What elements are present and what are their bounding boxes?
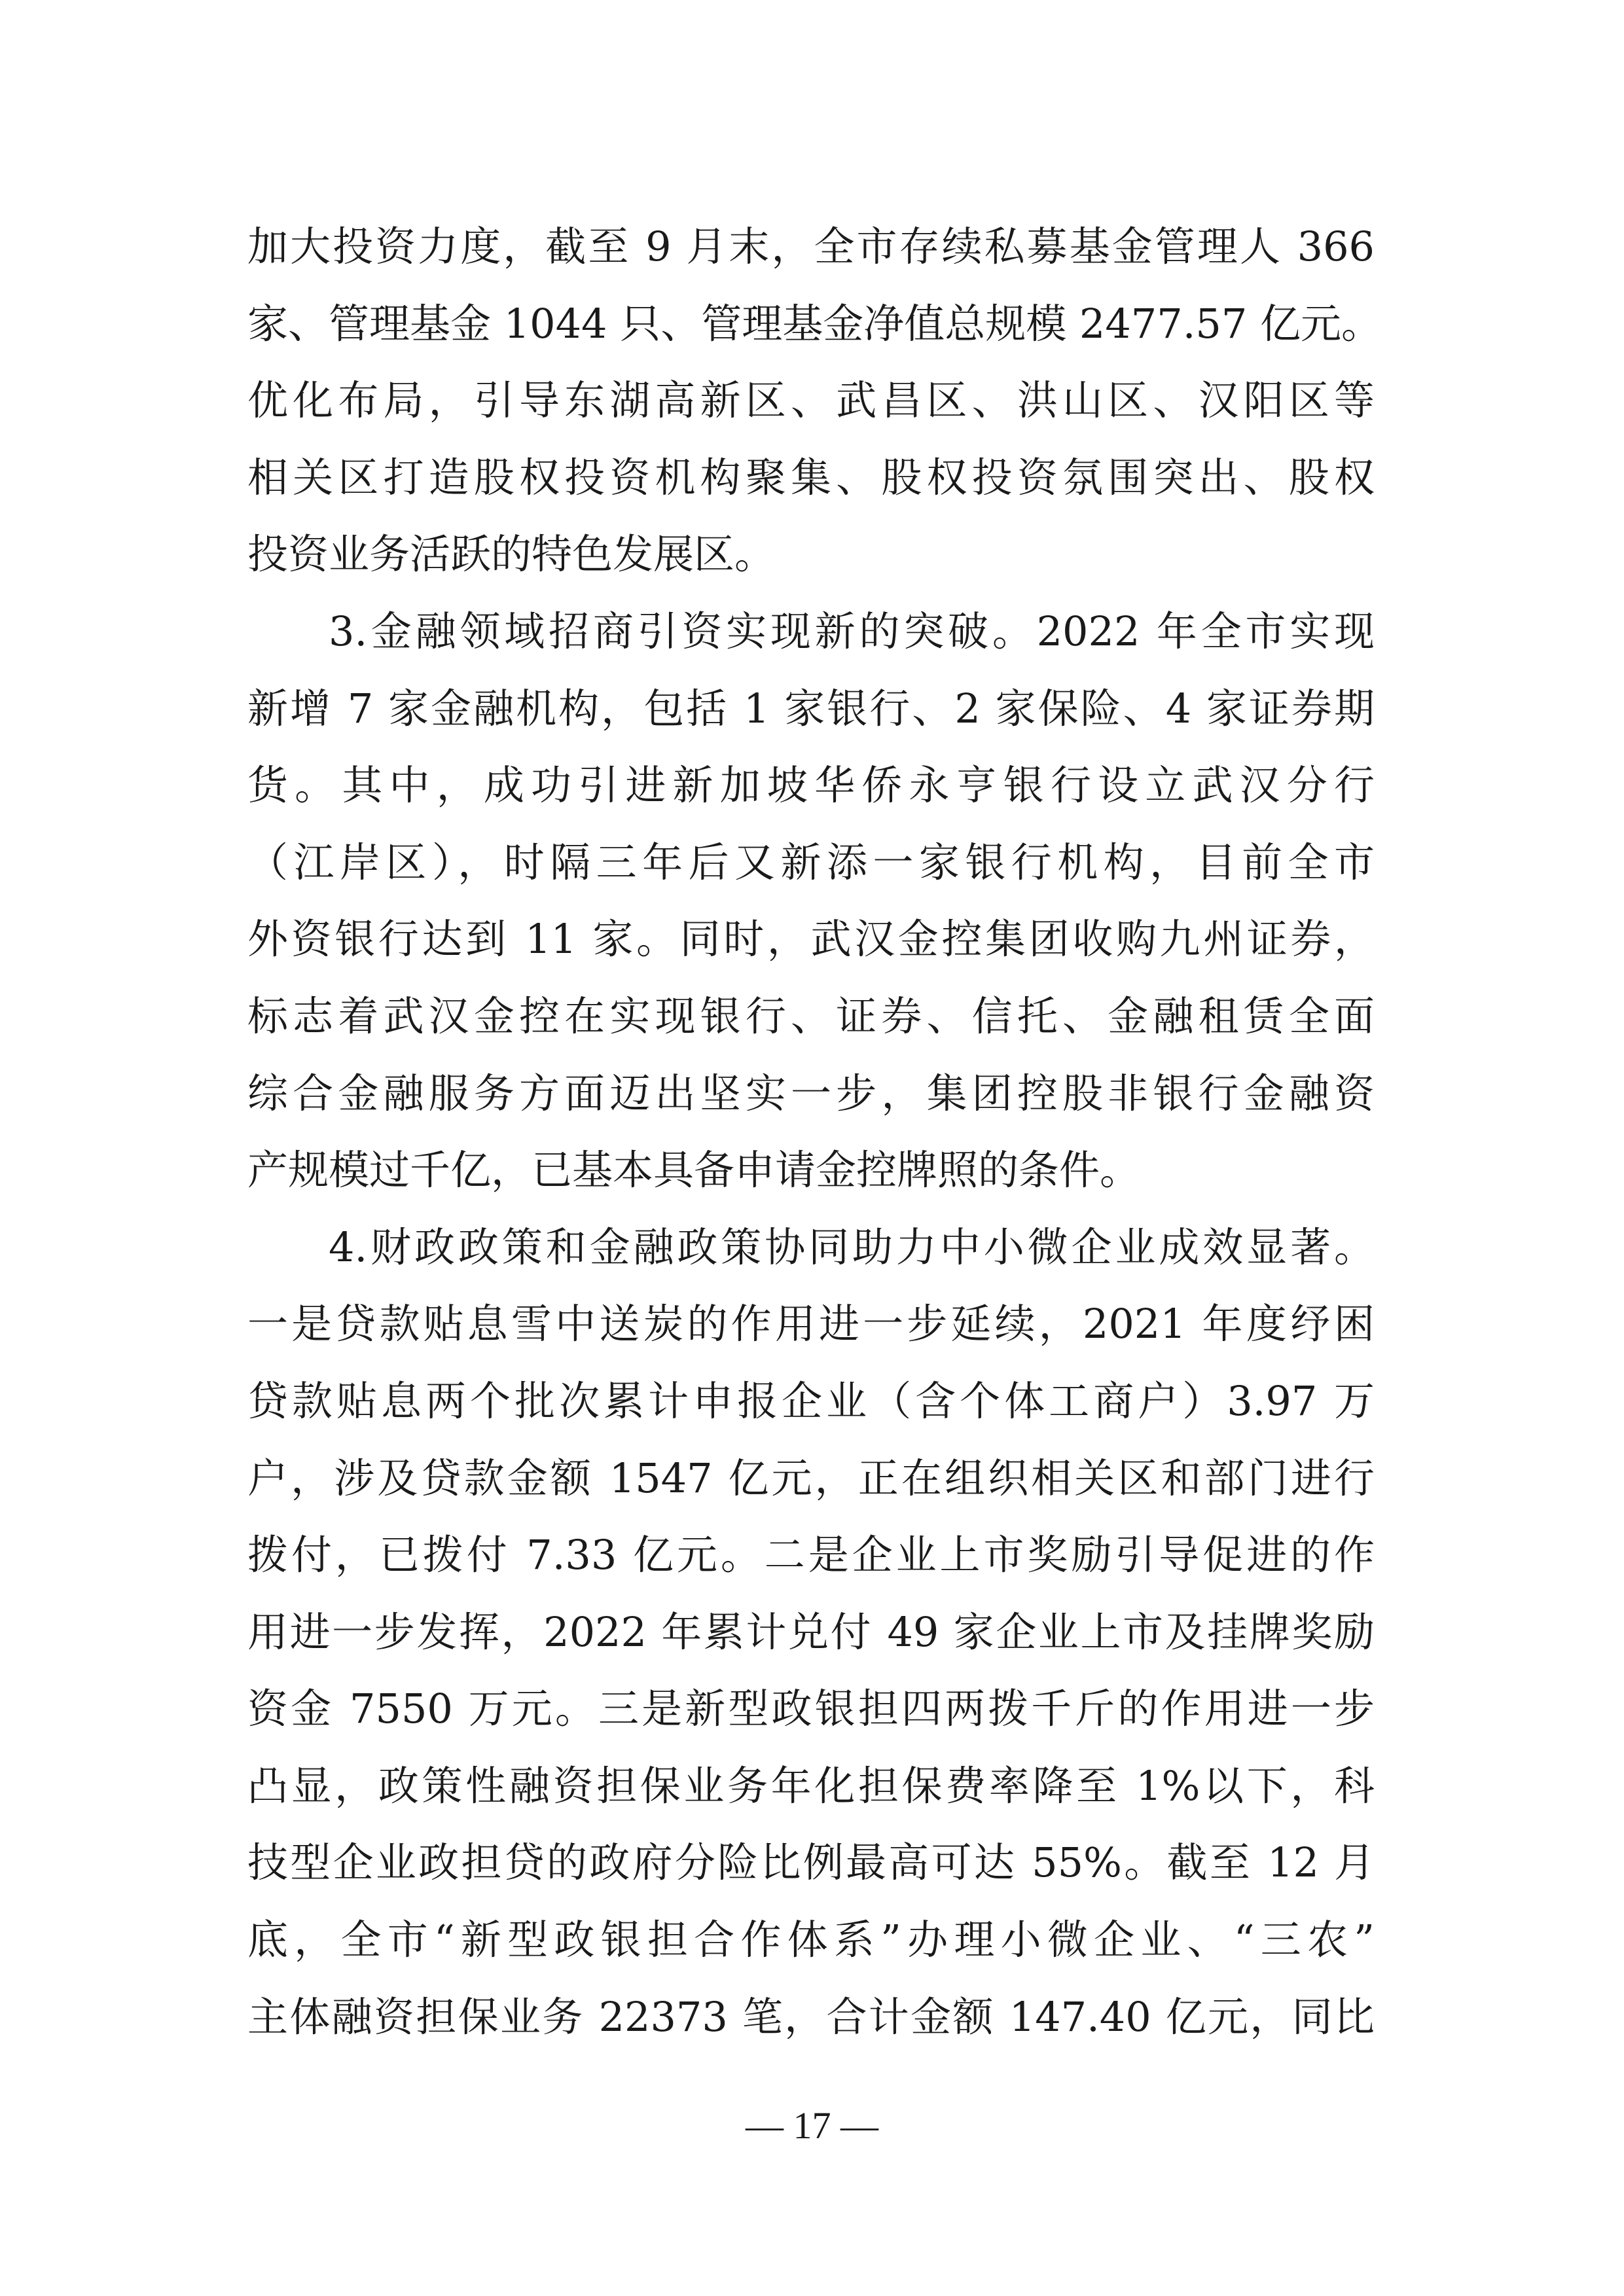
- text-line: 用进一步发挥，2022 年累计兑付 49 家企业上市及挂牌奖励: [247, 1607, 1375, 1656]
- text-line: （江岸区），时隔三年后又新添一家银行机构，目前全市: [247, 838, 1375, 886]
- text-line: 货。其中，成功引进新加坡华侨永亨银行设立武汉分行: [247, 761, 1375, 810]
- text-line: 主体融资担保业务 22373 笔，合计金额 147.40 亿元，同比: [247, 1992, 1375, 2041]
- text-line: 户，涉及贷款金额 1547 亿元，正在组织相关区和部门进行: [247, 1454, 1375, 1502]
- text-line: 新增 7 家金融机构，包括 1 家银行、2 家保险、4 家证券期: [247, 684, 1375, 732]
- text-line: 家、管理基金 1044 只、管理基金净值总规模 2477.57 亿元。: [247, 299, 1382, 348]
- text-line: 综合金融服务方面迈出坚实一步，集团控股非银行金融资: [247, 1069, 1375, 1117]
- text-line: 底，全市“新型政银担合作体系”办理小微企业、“三农”: [247, 1916, 1375, 1964]
- text-line: 4.财政政策和金融政策协同助力中小微企业成效显著。: [329, 1223, 1375, 1271]
- text-line: 3.金融领域招商引资实现新的突破。2022 年全市实现: [329, 607, 1375, 655]
- paragraph-2: [247, 593, 1375, 1209]
- paragraph-3: [247, 1209, 1375, 2056]
- text-line: 拨付，已拨付 7.33 亿元。二是企业上市奖励引导促进的作: [247, 1531, 1375, 1579]
- text-line: 外资银行达到 11 家。同时，武汉金控集团收购九州证券，: [247, 915, 1375, 963]
- text-line: 技型企业政担贷的政府分险比例最高可达 55%。截至 12 月: [247, 1839, 1375, 1887]
- text-line: 加大投资力度，截至 9 月末，全市存续私募基金管理人 366: [247, 223, 1375, 270]
- text-line: 一是贷款贴息雪中送炭的作用进一步延续，2021 年度纾困: [247, 1300, 1375, 1348]
- text-line: 凸显，政策性融资担保业务年化担保费率降至 1%以下，科: [247, 1761, 1375, 1810]
- text-line: 优化布局，引导东湖高新区、武昌区、洪山区、汉阳区等: [247, 376, 1375, 425]
- text-line: 产规模过千亿，已基本具备申请金控牌照的条件。: [247, 1146, 1141, 1194]
- text-line: 资金 7550 万元。三是新型政银担四两拨千斤的作用进一步: [247, 1685, 1375, 1733]
- page-number: — 17 —: [746, 2104, 878, 2147]
- text-line: 相关区打造股权投资机构聚集、股权投资氛围突出、股权: [247, 453, 1375, 501]
- text-line: 贷款贴息两个批次累计申报企业（含个体工商户）3.97 万: [247, 1376, 1375, 1425]
- paragraph-1: [247, 208, 1382, 593]
- text-line: 投资业务活跃的特色发展区。: [247, 530, 776, 579]
- body-text: [247, 208, 1382, 2055]
- text-line: 标志着武汉金控在实现银行、证券、信托、金融租赁全面: [247, 992, 1375, 1040]
